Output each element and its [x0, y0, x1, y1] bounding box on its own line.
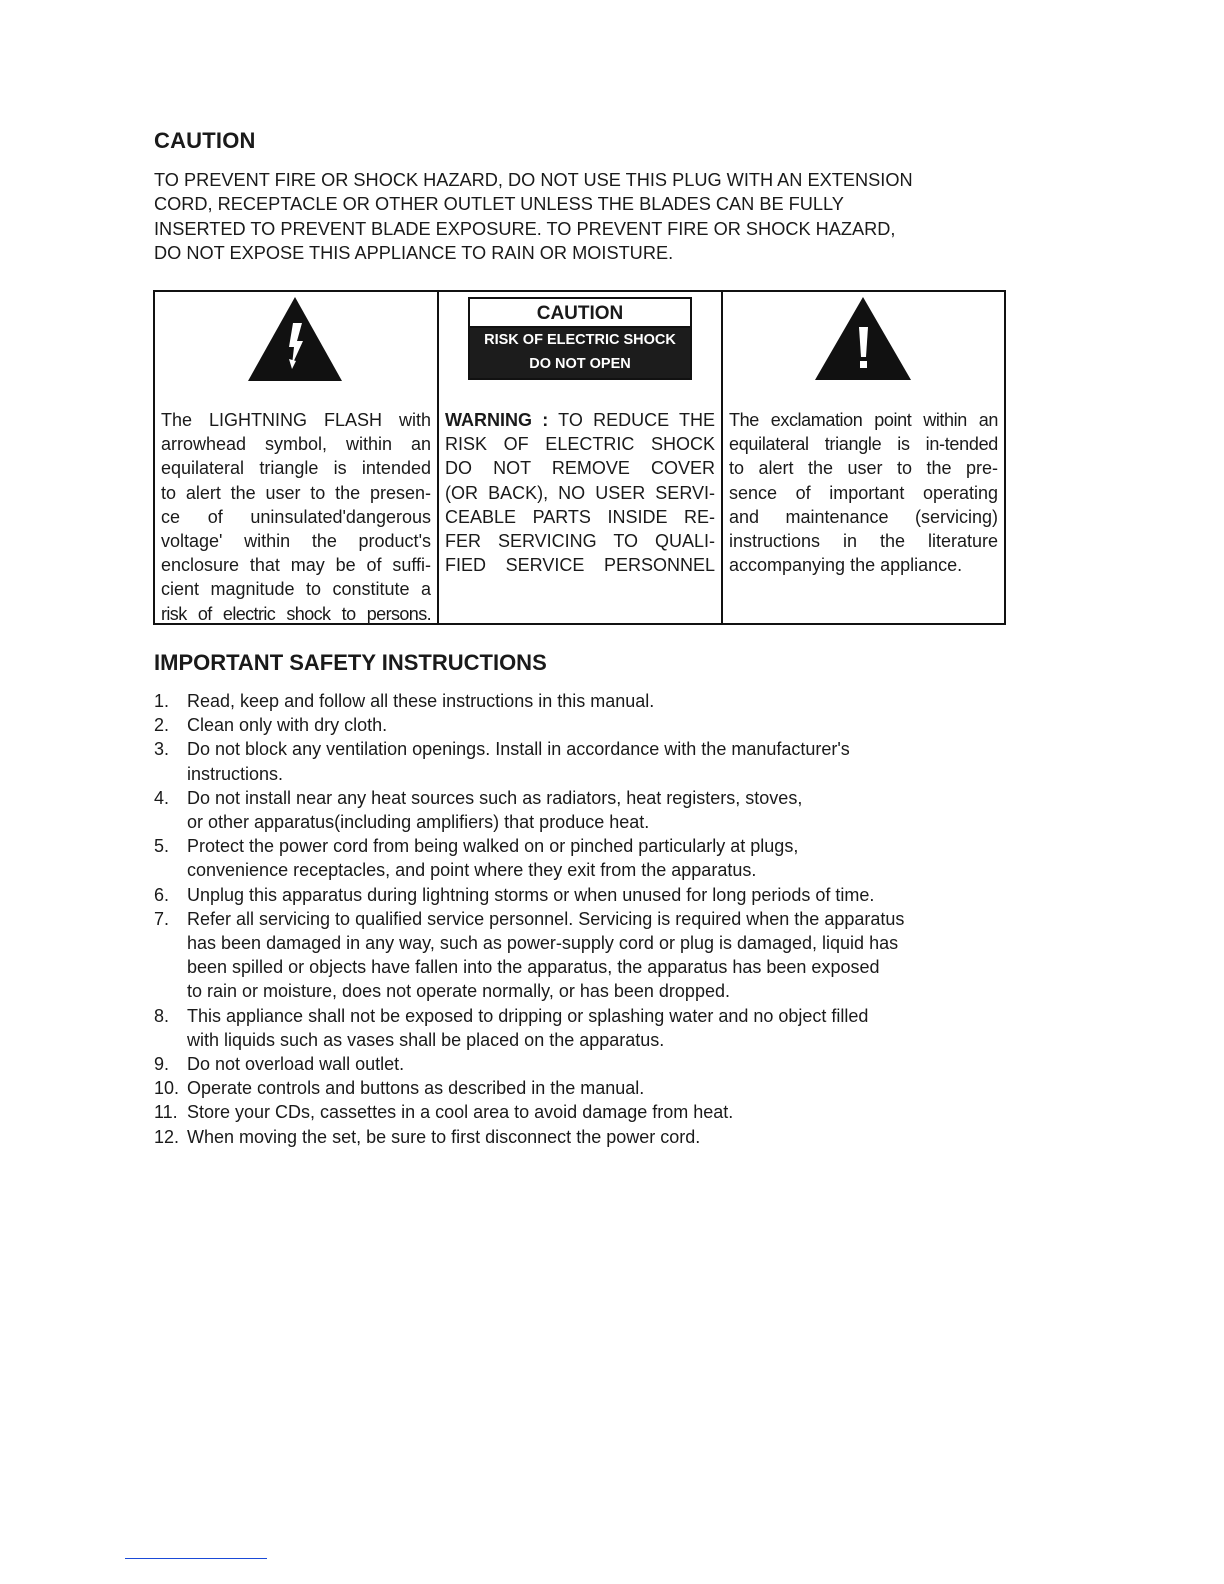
- warning-text-line: (OR BACK), NO USER SERVI-: [445, 482, 715, 503]
- list-item-text: Protect the power cord from being walked on or pinched particularly at plugs,: [187, 836, 799, 857]
- list-item-number: 10.: [154, 1078, 180, 1099]
- lightning-text-line: equilateral triangle is intended: [161, 458, 431, 479]
- list-item-text: Do not block any ventilation openings. Install in accordance with the manufacturer's: [187, 739, 850, 760]
- exclamation-text-line: to alert the user to the pre-: [729, 458, 998, 479]
- lightning-text-line: The LIGHTNING FLASH with: [161, 410, 431, 430]
- caution-label: [468, 297, 692, 380]
- exclamation-text-line: accompanying the appliance.: [729, 555, 963, 576]
- list-item-number: 7.: [154, 908, 170, 929]
- exclamation-text-line: and maintenance (servicing): [729, 506, 998, 527]
- list-item: [154, 1100, 1034, 1124]
- lightning-text-line: cient magnitude to constitute a: [161, 579, 431, 600]
- warning-text-line: DO NOT REMOVE COVER: [445, 458, 715, 479]
- exclamation-text-line: The exclamation point within an: [729, 410, 998, 430]
- caution-line: CORD, RECEPTACLE OR OTHER OUTLET UNLESS THE BLADES CAN BE FULLY: [154, 194, 844, 215]
- list-item-number: 12.: [154, 1126, 180, 1147]
- list-item-text: Refer all servicing to qualified service personnel. Servicing is required when the apparatus: [187, 908, 905, 929]
- caution-line: DO NOT EXPOSE THIS APPLIANCE TO RAIN OR MOISTURE.: [154, 242, 674, 263]
- list-item: [154, 713, 1034, 737]
- warning-text-line: CEABLE PARTS INSIDE RE-: [445, 506, 715, 527]
- list-item-number: 5.: [154, 836, 170, 857]
- lightning-text-line: risk of electric shock to persons.: [161, 603, 431, 624]
- list-item-number: 3.: [154, 739, 170, 760]
- list-item-text: to rain or moisture, does not operate normally, or has been dropped.: [187, 981, 730, 1002]
- list-item-text: convenience receptacles, and point where they exit from the apparatus.: [187, 860, 757, 881]
- list-item-text: When moving the set, be sure to first disconnect the power cord.: [187, 1126, 701, 1147]
- lightning-text-line: ce of uninsulated'dangerous: [161, 506, 431, 527]
- lightning-symbol-cell: [155, 292, 439, 623]
- list-item-number: 2.: [154, 715, 170, 736]
- warning-description: [445, 408, 715, 577]
- caution-line: TO PREVENT FIRE OR SHOCK HAZARD, DO NOT USE THIS PLUG WITH AN EXTENSION: [154, 170, 913, 190]
- warning-text-line: FIED SERVICE PERSONNEL: [445, 555, 715, 576]
- caution-heading: CAUTION: [154, 128, 256, 153]
- list-item-number: 11.: [154, 1102, 178, 1123]
- safety-instructions-list: [154, 689, 1034, 1149]
- warning-text-line: WARNING : TO REDUCE THE: [445, 410, 715, 430]
- list-item-text: has been damaged in any way, such as power-supply cord or plug is damaged, liquid has: [187, 933, 899, 954]
- lightning-description: [161, 408, 431, 626]
- exclamation-triangle-icon: [815, 297, 911, 380]
- list-item-number: 6.: [154, 884, 170, 905]
- lightning-text-line: enclosure that may be of suffi-: [161, 555, 431, 576]
- list-item-text: Do not overload wall outlet.: [187, 1054, 405, 1075]
- exclamation-description: [729, 408, 998, 577]
- list-item-number: 1.: [154, 691, 170, 711]
- list-item-text: Store your CDs, cassettes in a cool area to avoid damage from heat.: [187, 1102, 734, 1123]
- caution-line: INSERTED TO PREVENT BLADE EXPOSURE. TO PREVENT FIRE OR SHOCK HAZARD,: [154, 218, 896, 239]
- warning-label: WARNING :: [445, 410, 549, 430]
- caution-label-cell: [439, 292, 723, 623]
- list-item: [154, 1125, 1034, 1149]
- list-item-number: 9.: [154, 1054, 170, 1075]
- caution-label-title: CAUTION: [470, 299, 690, 328]
- list-item: [154, 883, 1034, 907]
- list-item-text: with liquids such as vases shall be placed on the apparatus.: [187, 1029, 665, 1050]
- list-item: [154, 786, 1034, 834]
- list-item: [154, 1076, 1034, 1100]
- list-item-number: 4.: [154, 787, 170, 808]
- list-item-text: Do not install near any heat sources such as radiators, heat registers, stoves,: [187, 787, 803, 808]
- list-item-text: Unplug this apparatus during lightning storms or when unused for long periods of time.: [187, 884, 875, 905]
- list-item-text: Clean only with dry cloth.: [187, 715, 388, 736]
- list-item: [154, 834, 1034, 882]
- caution-label-line: DO NOT OPEN: [529, 356, 631, 372]
- safety-symbols-table: [153, 290, 1006, 625]
- list-item-text: instructions.: [187, 763, 284, 784]
- list-item-text: been spilled or objects have fallen into the apparatus, the apparatus has been exposed: [187, 957, 880, 978]
- warning-text-line: FER SERVICING TO QUALI-: [445, 531, 715, 552]
- list-item: [154, 1052, 1034, 1076]
- exclamation-text-line: equilateral triangle is in-tended: [729, 434, 998, 455]
- safety-instructions-heading: IMPORTANT SAFETY INSTRUCTIONS: [154, 650, 547, 675]
- list-item-number: 8.: [154, 1005, 170, 1026]
- lightning-triangle-icon: [248, 297, 342, 381]
- list-item-text: Read, keep and follow all these instructions in this manual.: [187, 691, 655, 711]
- lightning-text-line: to alert the user to the presen-: [161, 482, 431, 503]
- list-item: [154, 1004, 1034, 1052]
- warning-text-line: RISK OF ELECTRIC SHOCK: [445, 434, 715, 455]
- list-item-text: or other apparatus(including amplifiers) that produce heat.: [187, 812, 650, 833]
- footnote-rule: [125, 1558, 267, 1559]
- list-item-text: This appliance shall not be exposed to dripping or splashing water and no object filled: [187, 1005, 869, 1026]
- caution-label-line: RISK OF ELECTRIC SHOCK: [484, 332, 676, 348]
- list-item: [154, 689, 1034, 713]
- list-item: [154, 907, 1034, 1004]
- list-item: [154, 737, 1034, 785]
- list-item-text: Operate controls and buttons as described in the manual.: [187, 1078, 645, 1099]
- caution-paragraph: [154, 168, 1014, 265]
- lightning-text-line: voltage' within the product's: [161, 531, 431, 552]
- exclamation-symbol-cell: [723, 292, 1004, 623]
- exclamation-text-line: instructions in the literature: [729, 531, 998, 552]
- lightning-text-line: arrowhead symbol, within an: [161, 434, 431, 455]
- exclamation-text-line: sence of important operating: [729, 482, 998, 503]
